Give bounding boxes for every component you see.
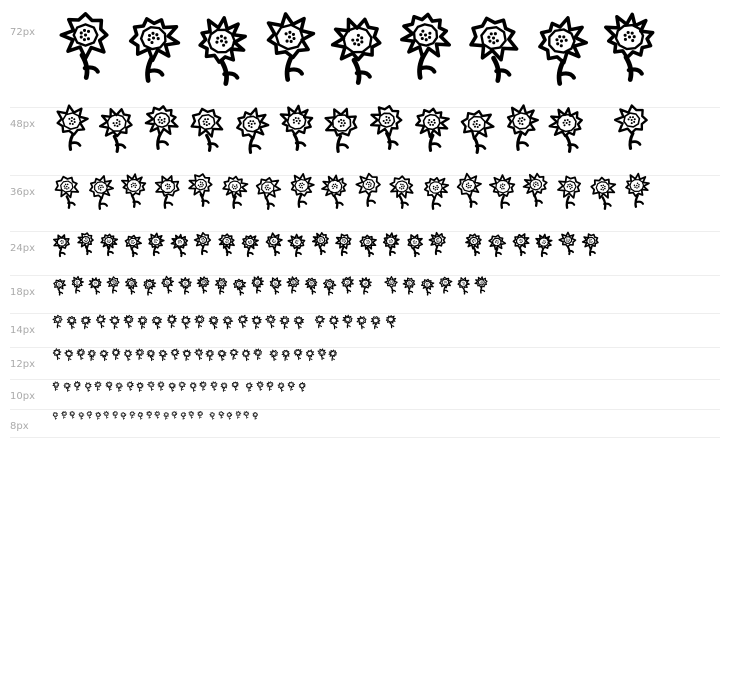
size-label: 18px [10,287,35,298]
sunflower-doodle-icon [86,410,93,419]
sunflower-doodle-icon [78,411,85,420]
sunflower-doodle-icon [112,410,119,419]
sunflower-doodle-icon [95,411,102,420]
size-label: 48px [10,119,35,130]
sunflower-doodle-icon [154,410,161,419]
sunflower-doodle-icon [226,411,233,420]
row-divider [10,437,720,438]
size-label: 24px [10,243,35,254]
sunflower-doodle-icon [69,410,76,419]
sunflower-doodle-icon [171,410,178,419]
sunflower-doodle-icon [61,410,68,419]
size-label: 72px [10,27,35,38]
sunflower-doodle-icon [52,411,59,420]
sunflower-doodle-icon [120,411,127,420]
sunflower-doodle-icon [243,410,250,419]
sunflower-doodle-icon [180,411,187,420]
size-label: 36px [10,187,35,198]
glyph-strip [50,410,730,438]
sunflower-doodle-icon [218,410,225,419]
sunflower-doodle-icon [209,411,216,420]
sunflower-doodle-icon [188,410,195,419]
sunflower-doodle-icon [252,411,259,420]
sunflower-doodle-icon [129,410,136,419]
size-label: 10px [10,391,35,402]
sunflower-doodle-icon [146,410,153,419]
sunflower-doodle-icon [163,411,170,420]
size-label: 12px [10,359,35,370]
sunflower-doodle-icon [197,410,204,419]
size-label: 14px [10,325,35,336]
size-label: 8px [10,421,29,432]
sunflower-doodle-icon [103,410,110,419]
sunflower-doodle-icon [235,410,242,419]
sunflower-doodle-icon [137,411,144,420]
